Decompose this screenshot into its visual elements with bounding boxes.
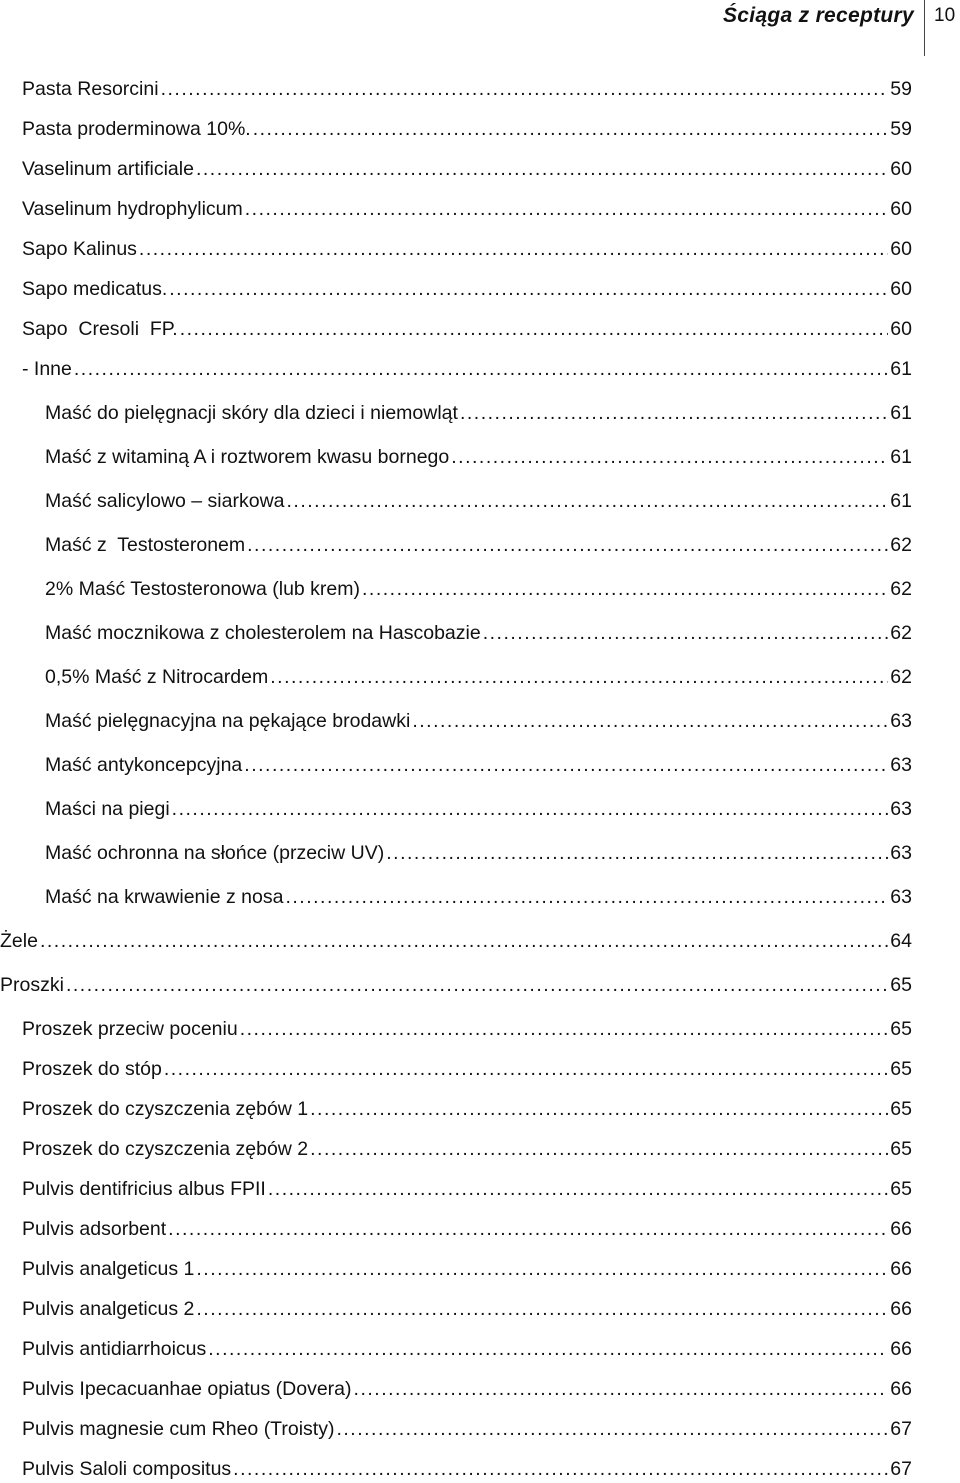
toc-entry[interactable] <box>22 1098 912 1121</box>
toc-entry-label: Proszek do stóp <box>22 1058 162 1080</box>
toc-entry[interactable] <box>0 974 912 997</box>
toc-entry[interactable] <box>22 1458 912 1481</box>
toc-entry[interactable] <box>22 1378 912 1401</box>
dot-leader <box>196 1298 888 1321</box>
toc-entry-page: 61 <box>890 358 912 380</box>
dot-leader <box>247 534 888 557</box>
dot-leader <box>208 1338 888 1361</box>
toc-entry[interactable] <box>45 798 912 821</box>
toc-entry-page: 62 <box>890 622 912 644</box>
toc-entry-page: 65 <box>890 1138 912 1160</box>
dot-leader <box>196 158 888 181</box>
toc-entry-page: 65 <box>890 1058 912 1080</box>
toc-entry-page: 63 <box>890 754 912 776</box>
toc-entry-label: Maści na piegi <box>45 798 170 820</box>
toc-entry-page: 60 <box>890 318 912 340</box>
toc-entry-label: Maść z witaminą A i roztworem kwasu bornego <box>45 446 450 468</box>
dot-leader <box>169 278 888 301</box>
toc-entry-label: Maść pielęgnacyjna na pękające brodawki <box>45 710 411 732</box>
dot-leader <box>40 930 888 953</box>
toc-entry-label: Pulvis analgeticus 1 <box>22 1258 195 1280</box>
toc-entry-page: 64 <box>890 930 912 952</box>
toc-entry[interactable] <box>22 1218 912 1241</box>
toc-entry-page: 66 <box>890 1298 912 1320</box>
dot-leader <box>336 1418 888 1441</box>
toc-entry-page: 63 <box>890 798 912 820</box>
toc-entry-page: 65 <box>890 1018 912 1040</box>
toc-entry[interactable] <box>22 158 912 181</box>
toc-entry-page: 61 <box>890 402 912 424</box>
dot-leader <box>287 490 889 513</box>
dot-leader <box>244 754 888 777</box>
toc-entry-page: 61 <box>890 446 912 468</box>
toc-entry-label: Pulvis Ipecacuanhae opiatus (Dovera) <box>22 1378 352 1400</box>
toc-entry-page: 65 <box>890 974 912 996</box>
toc-entry[interactable] <box>45 666 912 689</box>
toc-entry[interactable] <box>45 842 912 865</box>
header-title: Ściąga z receptury <box>723 4 914 27</box>
dot-leader <box>66 974 888 997</box>
dot-leader <box>161 78 889 101</box>
toc-entry-label: Pasta Resorcini <box>22 78 159 100</box>
toc-entry-label: Maść antykoncepcyjna <box>45 754 243 776</box>
toc-entry-label: 2% Maść Testosteronowa (lub krem) <box>45 578 361 600</box>
toc-entry-page: 63 <box>890 842 912 864</box>
page-number: 10 <box>934 5 956 26</box>
page-header <box>0 0 960 56</box>
toc-entry-label: Sapo Cresoli FP. <box>22 318 178 340</box>
toc-entry-label: Pulvis magnesie cum Rheo (Troisty) <box>22 1418 335 1440</box>
toc-entry-page: 62 <box>890 578 912 600</box>
toc-entry-page: 62 <box>890 534 912 556</box>
toc-entry-label: Maść do pielęgnacji skóry dla dzieci i niemowląt <box>45 402 458 424</box>
toc-entry-page: 63 <box>890 710 912 732</box>
toc-entry-page: 61 <box>890 490 912 512</box>
toc-entry-label: Maść mocznikowa z cholesterolem na Hascobazie <box>45 622 481 644</box>
toc-entry-page: 62 <box>890 666 912 688</box>
toc-entry-page: 66 <box>890 1378 912 1400</box>
dot-leader <box>172 798 889 821</box>
dot-leader <box>310 1098 888 1121</box>
dot-leader <box>362 578 888 601</box>
toc-entry-label: 0,5% Maść z Nitrocardem <box>45 666 269 688</box>
toc-entry-label: Vaselinum artificiale <box>22 158 194 180</box>
toc-entry-label: - Inne <box>22 358 72 380</box>
toc-entry-page: 67 <box>890 1418 912 1440</box>
toc-entry-label: Pulvis adsorbent <box>22 1218 167 1240</box>
toc-entry[interactable] <box>22 1138 912 1161</box>
toc-entry[interactable] <box>22 278 912 301</box>
toc-entry-label: Sapo Kalinus <box>22 238 137 260</box>
dot-leader <box>180 318 889 341</box>
toc-entry[interactable] <box>45 490 912 513</box>
toc-entry[interactable] <box>45 622 912 645</box>
toc-entry[interactable] <box>22 78 912 101</box>
toc-entry-page: 65 <box>890 1098 912 1120</box>
toc-entry-page: 60 <box>890 238 912 260</box>
toc-entry-page: 60 <box>890 278 912 300</box>
dot-leader <box>460 402 888 425</box>
toc-entry-label: Proszek przeciw poceniu <box>22 1018 238 1040</box>
toc-entry[interactable] <box>22 118 912 141</box>
toc-entry[interactable] <box>45 402 912 425</box>
toc-entry-label: Proszek do czyszczenia zębów 2 <box>22 1138 309 1160</box>
dot-leader <box>451 446 888 469</box>
toc-entry-label: Vaselinum hydrophylicum <box>22 198 243 220</box>
dot-leader <box>253 118 889 141</box>
toc-entry-page: 67 <box>890 1458 912 1480</box>
toc-entry[interactable] <box>0 930 912 953</box>
toc-entry-page: 66 <box>890 1218 912 1240</box>
toc-entry-label: Maść salicylowo – siarkowa <box>45 490 285 512</box>
dot-leader <box>354 1378 889 1401</box>
dot-leader <box>164 1058 888 1081</box>
toc-entry[interactable] <box>22 1258 912 1281</box>
dot-leader <box>483 622 889 645</box>
toc-entry-page: 59 <box>890 118 912 140</box>
toc-entry-label: Pasta proderminowa 10%. <box>22 118 251 140</box>
toc-entry[interactable] <box>45 578 912 601</box>
dot-leader <box>310 1138 888 1161</box>
toc-entry-label: Żele <box>0 930 38 952</box>
toc-entry-label: Proszek do czyszczenia zębów 1 <box>22 1098 309 1120</box>
dot-leader <box>285 886 888 909</box>
dot-leader <box>196 1258 888 1281</box>
toc-entry-label: Proszki <box>0 974 64 996</box>
toc-entry[interactable] <box>45 886 912 909</box>
toc-entry-page: 63 <box>890 886 912 908</box>
toc-entry-label: Maść z Testosteronem <box>45 534 246 556</box>
toc-entry-label: Maść na krwawienie z nosa <box>45 886 284 908</box>
toc-entry-page: 60 <box>890 158 912 180</box>
toc-entry[interactable] <box>22 358 912 381</box>
toc-entry-label: Maść ochronna na słońce (przeciw UV) <box>45 842 385 864</box>
dot-leader <box>233 1458 888 1481</box>
dot-leader <box>168 1218 888 1241</box>
toc-entry[interactable] <box>22 238 912 261</box>
toc-entry[interactable] <box>45 534 912 557</box>
toc-entry-page: 59 <box>890 78 912 100</box>
toc-entry-page: 65 <box>890 1178 912 1200</box>
toc-entry[interactable] <box>45 754 912 777</box>
toc-entry-label: Sapo medicatus. <box>22 278 168 300</box>
dot-leader <box>270 666 888 689</box>
dot-leader <box>412 710 888 733</box>
toc-entry[interactable] <box>22 1018 912 1041</box>
toc-entry-label: Pulvis analgeticus 2 <box>22 1298 195 1320</box>
toc-entry-label: Pulvis antidiarrhoicus <box>22 1338 207 1360</box>
dot-leader <box>245 198 889 221</box>
header-divider <box>924 0 925 56</box>
toc-entry[interactable] <box>22 198 912 221</box>
toc-entry-label: Pulvis Saloli compositus <box>22 1458 232 1480</box>
dot-leader <box>74 358 888 381</box>
dot-leader <box>240 1018 889 1041</box>
toc-entry[interactable] <box>22 318 912 341</box>
toc-entry[interactable] <box>45 710 912 733</box>
dot-leader <box>386 842 888 865</box>
toc-entry[interactable] <box>22 1178 912 1201</box>
toc-entry-label: Pulvis dentifricius albus FPII <box>22 1178 266 1200</box>
toc-entry[interactable] <box>22 1418 912 1441</box>
toc-entry[interactable] <box>22 1298 912 1321</box>
dot-leader <box>268 1178 888 1201</box>
toc-entry-page: 60 <box>890 198 912 220</box>
toc-entry[interactable] <box>22 1338 912 1361</box>
toc-entry-page: 66 <box>890 1258 912 1280</box>
toc-entry-page: 66 <box>890 1338 912 1360</box>
toc-entry[interactable] <box>22 1058 912 1081</box>
toc-entry[interactable] <box>45 446 912 469</box>
dot-leader <box>139 238 888 261</box>
